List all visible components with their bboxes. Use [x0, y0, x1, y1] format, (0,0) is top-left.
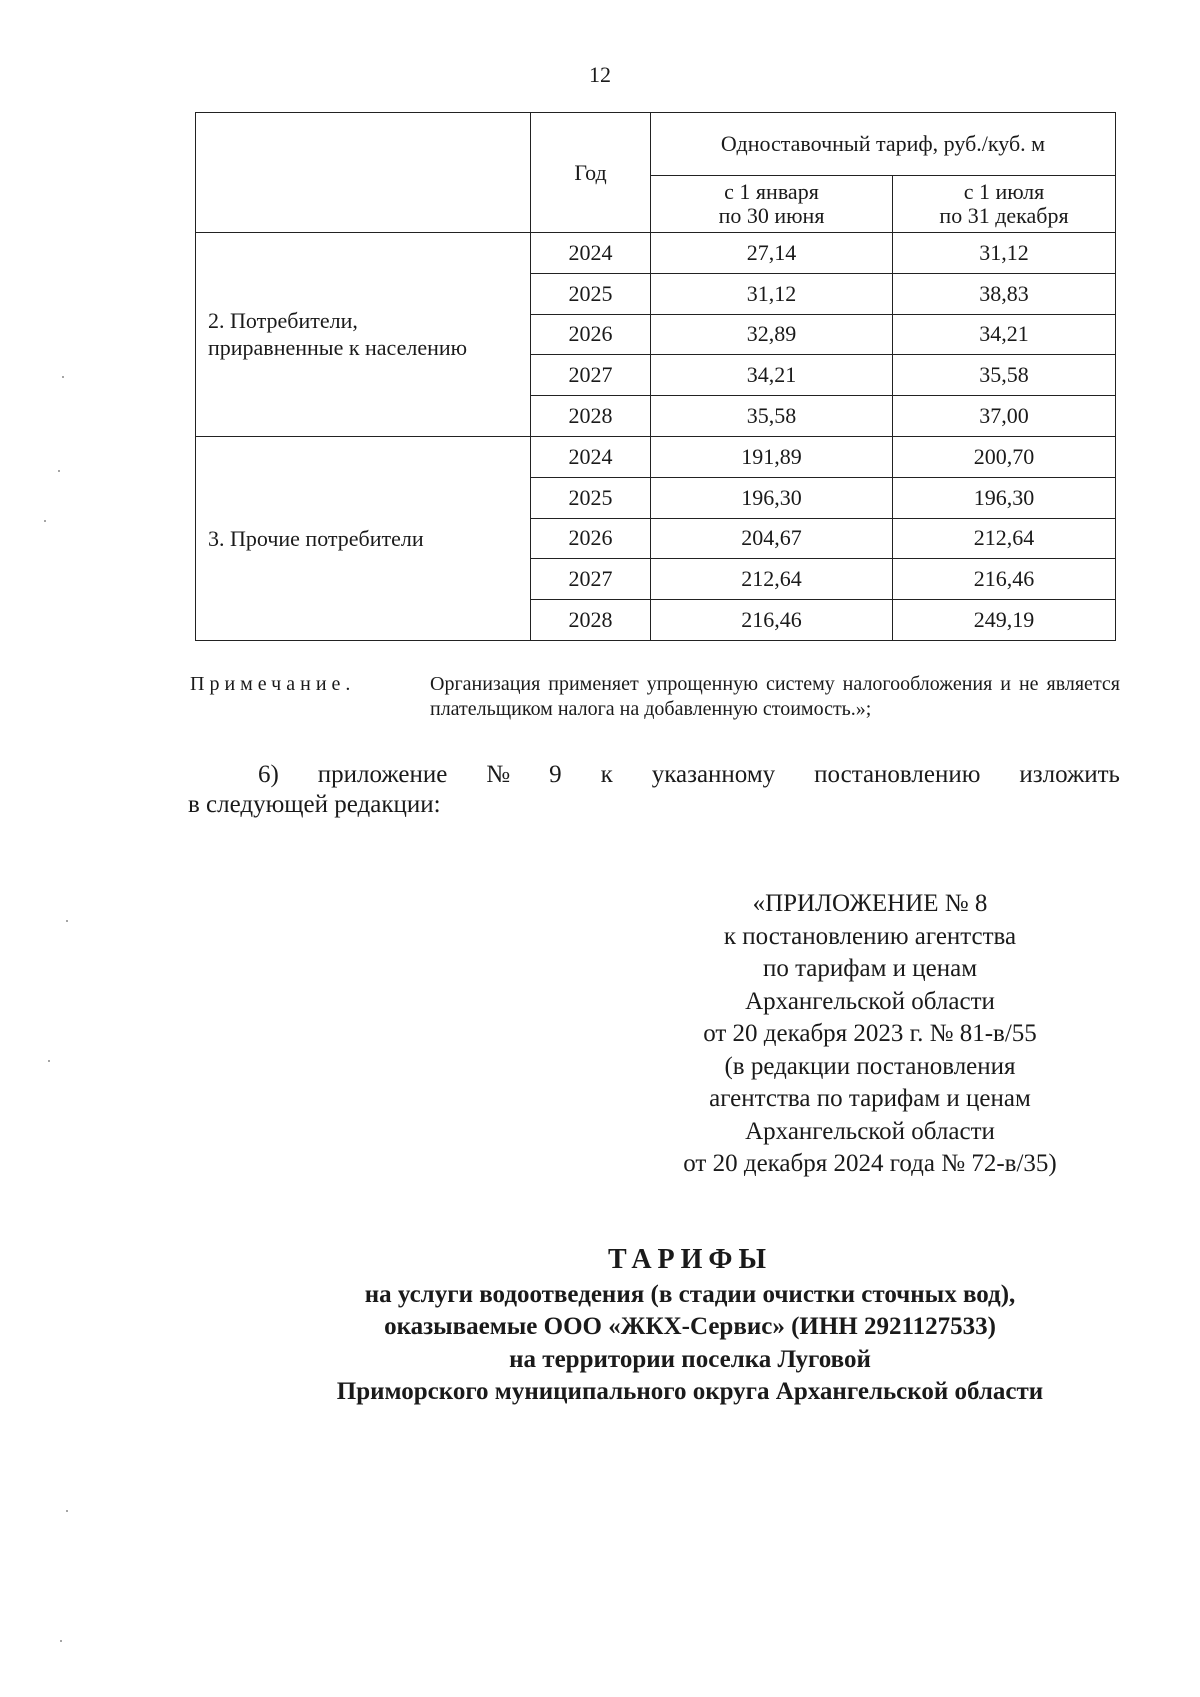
- cell-tariff-jul-dec: 216,46: [893, 559, 1116, 600]
- cell-tariff-jan-jun: 216,46: [651, 600, 893, 641]
- cell-year: 2028: [531, 396, 651, 437]
- cell-tariff-jul-dec: 249,19: [893, 600, 1116, 641]
- cell-tariff-jul-dec: 35,58: [893, 355, 1116, 396]
- cell-year: 2024: [531, 436, 651, 477]
- cell-tariff-jul-dec: 196,30: [893, 477, 1116, 518]
- note-label: Примечание.: [190, 673, 356, 695]
- consumer-group-label: [196, 436, 531, 640]
- header-empty-cell: [196, 113, 531, 233]
- tariffs-subtitle-line: на территории поселка Луговой: [509, 1345, 871, 1373]
- cell-tariff-jan-jun: 27,14: [651, 233, 893, 274]
- header-period-2: [893, 176, 1116, 233]
- scan-speck: [66, 920, 68, 922]
- header-tariff: Одноставочный тариф, руб./куб. м: [651, 113, 1116, 176]
- consumer-group-label: [196, 233, 531, 437]
- page-number: 12: [589, 62, 611, 87]
- scan-speck: [60, 1640, 62, 1642]
- header-year: Год: [531, 113, 651, 233]
- cell-tariff-jan-jun: 212,64: [651, 559, 893, 600]
- scan-speck: [48, 1060, 50, 1062]
- cell-tariff-jan-jun: 35,58: [651, 396, 893, 437]
- cell-year: 2026: [531, 314, 651, 355]
- tariffs-subtitle-line: оказываемые ООО «ЖКХ-Сервис» (ИНН 2921127533): [384, 1313, 996, 1340]
- cell-tariff-jan-jun: 31,12: [651, 273, 893, 314]
- item-6-word: изложить: [1019, 761, 1120, 788]
- scan-speck: [58, 470, 60, 472]
- header-period-1-text: с 1 января по 30 июня: [718, 179, 825, 228]
- cell-year: 2027: [531, 559, 651, 600]
- appendix-line: от 20 декабря 2024 года № 72-в/35): [683, 1150, 1057, 1177]
- header-period-2-text: с 1 июля по 31 декабря: [939, 179, 1069, 228]
- cell-tariff-jan-jun: 204,67: [651, 518, 893, 559]
- appendix-line: (в редакции постановления: [724, 1052, 1016, 1080]
- table-row: [196, 233, 1116, 274]
- header-period-1: [651, 176, 893, 233]
- appendix-line: «ПРИЛОЖЕНИЕ № 8: [752, 890, 988, 917]
- cell-year: 2028: [531, 600, 651, 641]
- table-row: [196, 436, 1116, 477]
- item-6-word: указанному: [651, 761, 776, 788]
- appendix-line: к постановлению агентства: [723, 922, 1017, 950]
- cell-year: 2026: [531, 518, 651, 559]
- tariffs-subtitle-line: на услуги водоотведения (в стадии очистки сточных вод),: [364, 1280, 1016, 1308]
- item-6-paragraph: [188, 760, 1120, 820]
- note-text: Организация применяет упрощенную систему налогообложения и не является плательщиком налога на добавленную стоимость.»;: [430, 673, 1120, 720]
- cell-tariff-jan-jun: 34,21: [651, 355, 893, 396]
- cell-tariff-jul-dec: 31,12: [893, 233, 1116, 274]
- appendix-line: от 20 декабря 2023 г. № 81-в/55: [703, 1020, 1037, 1047]
- appendix-line: Архангельской области: [745, 1117, 995, 1145]
- cell-year: 2027: [531, 355, 651, 396]
- cell-year: 2024: [531, 233, 651, 274]
- cell-tariff-jul-dec: 200,70: [893, 436, 1116, 477]
- tariff-table: [195, 112, 1116, 641]
- cell-tariff-jul-dec: 34,21: [893, 314, 1116, 355]
- cell-tariff-jan-jun: 32,89: [651, 314, 893, 355]
- scan-speck: [62, 376, 64, 378]
- item-6-word: к: [600, 761, 613, 788]
- tariffs-heading: ТАРИФЫ: [608, 1244, 772, 1275]
- item-6-word: приложение: [317, 761, 448, 788]
- appendix-line: агентства по тарифам и ценам: [709, 1085, 1031, 1112]
- tariffs-title: [200, 1244, 1180, 1409]
- tariffs-subtitle-line: Приморского муниципального округа Архангельской области: [336, 1378, 1044, 1405]
- appendix-header: [640, 888, 1100, 1181]
- cell-tariff-jul-dec: 38,83: [893, 273, 1116, 314]
- scan-speck: [44, 520, 46, 522]
- cell-year: 2025: [531, 273, 651, 314]
- cell-tariff-jan-jun: 191,89: [651, 436, 893, 477]
- item-6-word: 6): [258, 761, 279, 788]
- scan-speck: [66, 1510, 68, 1512]
- cell-tariff-jan-jun: 196,30: [651, 477, 893, 518]
- cell-tariff-jul-dec: 37,00: [893, 396, 1116, 437]
- appendix-line: Архангельской области: [745, 987, 995, 1015]
- item-6-word: №: [486, 761, 511, 788]
- cell-tariff-jul-dec: 212,64: [893, 518, 1116, 559]
- item-6-line-1: [188, 760, 1120, 790]
- consumer-group-text: 3. Прочие потребители: [208, 525, 424, 551]
- item-6-word: 9: [549, 761, 562, 788]
- consumer-group-text: 2. Потребители, приравненные к населению: [208, 308, 468, 361]
- item-6-line-2: в следующей редакции:: [188, 791, 441, 818]
- appendix-line: по тарифам и ценам: [762, 955, 978, 982]
- item-6-word: постановлению: [814, 761, 981, 788]
- cell-year: 2025: [531, 477, 651, 518]
